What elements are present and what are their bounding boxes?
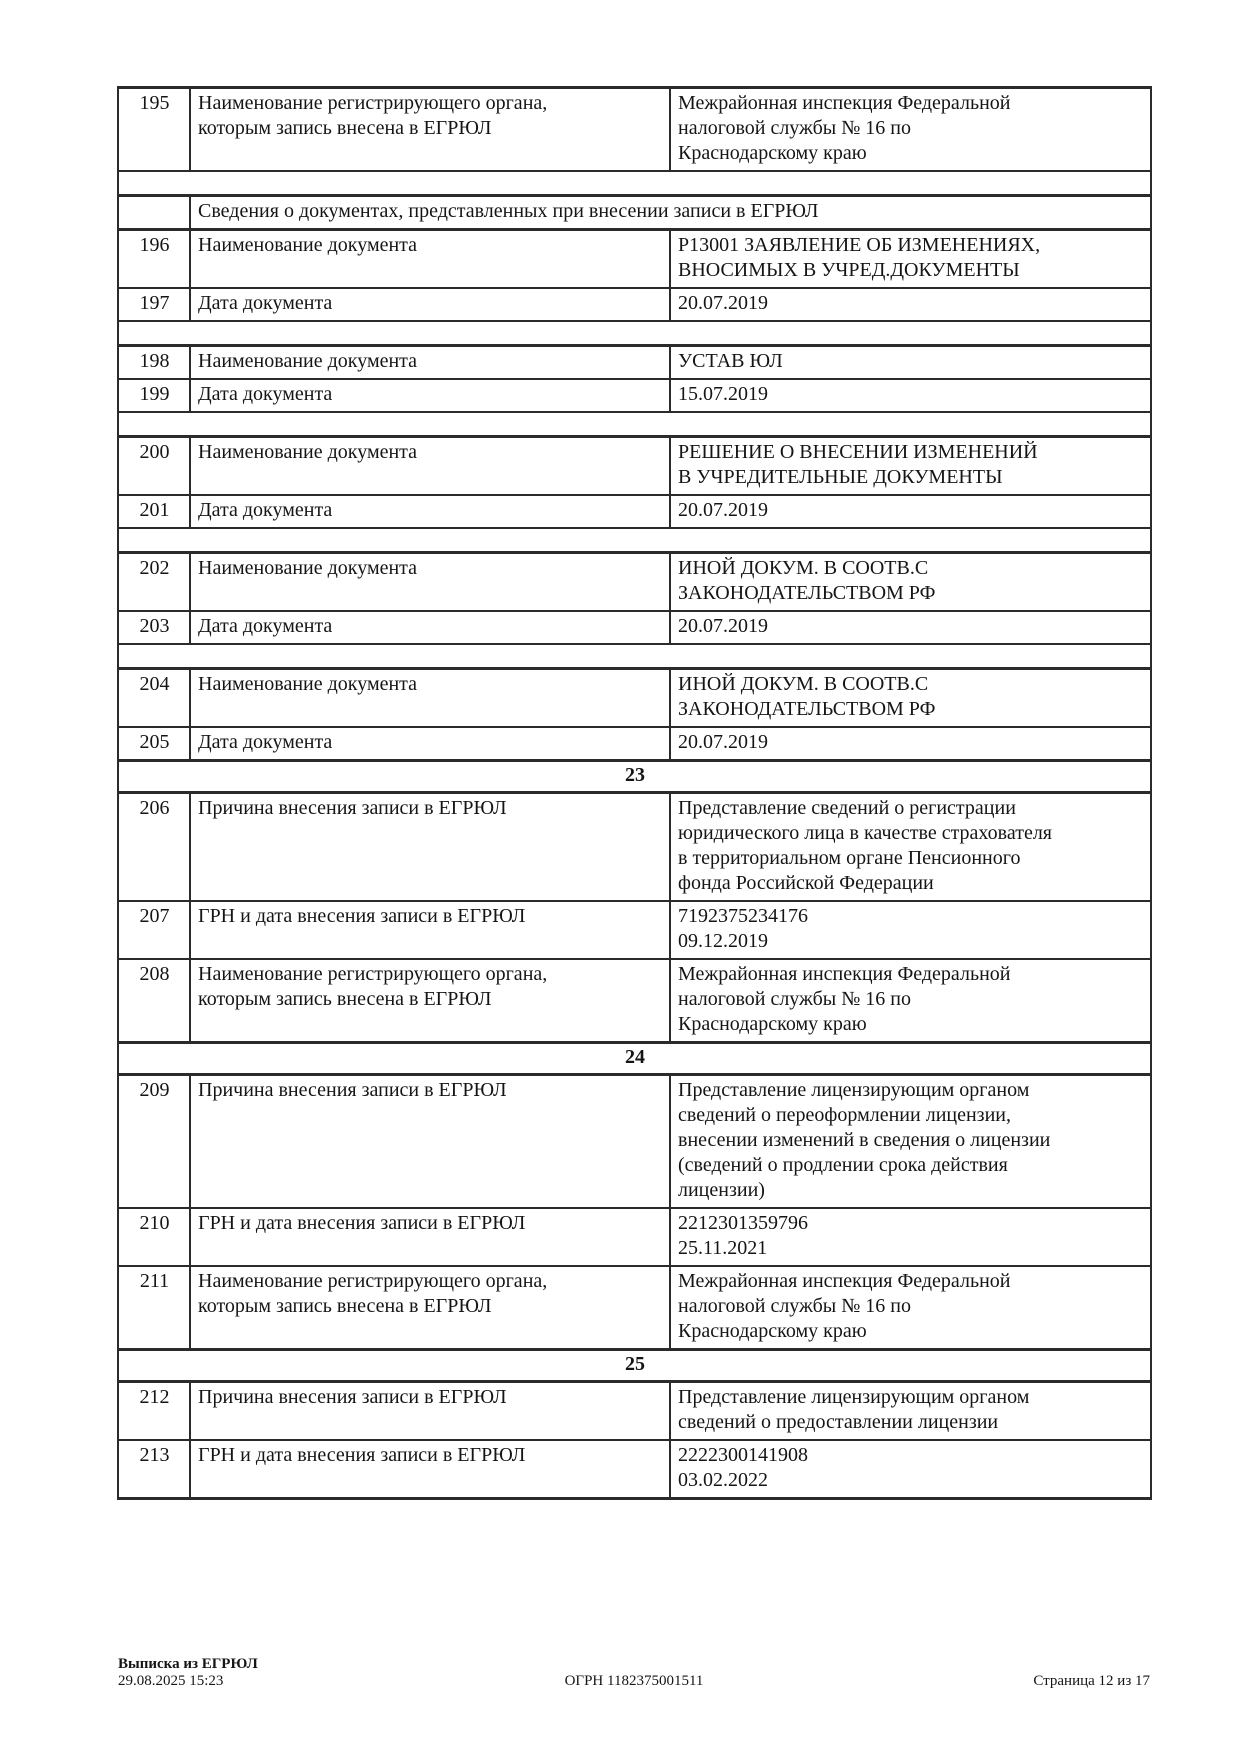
spacer-cell <box>118 528 1151 553</box>
record-value <box>670 346 1151 380</box>
footer-document-type: Выписка из ЕГРЮЛ <box>118 1656 258 1672</box>
cell-text-line: которым запись внесена в ЕГРЮЛ <box>198 988 492 1010</box>
spacer-row <box>118 644 1151 669</box>
record-number: 209 <box>118 1075 190 1209</box>
cell-text-line: лицензии) <box>678 1179 765 1201</box>
subheader-empty-number-cell <box>118 196 190 230</box>
cell-text-line: Межрайонная инспекция Федеральной <box>678 963 1011 985</box>
record-value <box>670 288 1151 321</box>
record-row-210 <box>118 1208 1151 1266</box>
cell-text-line: ИНОЙ ДОКУМ. В СООТВ.С <box>678 557 929 579</box>
cell-text-line: УСТАВ ЮЛ <box>678 350 783 372</box>
record-label <box>190 1266 670 1350</box>
cell-text-line: РЕШЕНИЕ О ВНЕСЕНИИ ИЗМЕНЕНИЙ <box>678 441 1038 463</box>
record-row-206 <box>118 793 1151 902</box>
cell-text-line: Причина внесения записи в ЕГРЮЛ <box>198 1079 507 1101</box>
spacer-cell <box>118 412 1151 437</box>
cell-text-line: Краснодарскому краю <box>678 1320 867 1342</box>
cell-text-line: Наименование документа <box>198 350 418 372</box>
cell-text-line: Дата документа <box>198 615 333 637</box>
subheader-text: Сведения о документах, представленных при внесении записи в ЕГРЮЛ <box>190 196 1151 230</box>
record-value <box>670 793 1151 902</box>
record-number: 205 <box>118 727 190 761</box>
spacer-row <box>118 528 1151 553</box>
record-label <box>190 669 670 728</box>
record-number: 207 <box>118 901 190 959</box>
record-row-209 <box>118 1075 1151 1209</box>
cell-text-line: Наименование регистрирующего органа, <box>198 92 548 114</box>
record-row-201 <box>118 495 1151 528</box>
record-value <box>670 611 1151 644</box>
record-row-198 <box>118 346 1151 380</box>
cell-text-line: 20.07.2019 <box>678 731 768 753</box>
cell-text-line: сведений о предоставлении лицензии <box>678 1411 999 1433</box>
cell-text-line: Наименование документа <box>198 557 418 579</box>
spacer-row <box>118 321 1151 346</box>
record-row-195 <box>118 88 1151 172</box>
spacer-cell <box>118 644 1151 669</box>
cell-text-line: (сведений о продлении срока действия <box>678 1154 1008 1176</box>
record-label <box>190 901 670 959</box>
cell-text-line: ЗАКОНОДАТЕЛЬСТВОМ РФ <box>678 582 936 604</box>
record-value <box>670 901 1151 959</box>
cell-text-line: Наименование регистрирующего органа, <box>198 1270 548 1292</box>
record-value <box>670 379 1151 412</box>
cell-text-line: сведений о переоформлении лицензии, <box>678 1104 1011 1126</box>
cell-text-line: Краснодарскому краю <box>678 1013 867 1035</box>
footer-generated-datetime: 29.08.2025 15:23 <box>118 1673 224 1689</box>
record-label <box>190 959 670 1043</box>
record-label <box>190 495 670 528</box>
cell-text-line: Наименование документа <box>198 673 418 695</box>
cell-text-line: Представление лицензирующим органом <box>678 1386 1030 1408</box>
record-number: 202 <box>118 553 190 612</box>
record-number: 206 <box>118 793 190 902</box>
cell-text-line: 2222300141908 <box>678 1444 808 1466</box>
record-number: 211 <box>118 1266 190 1350</box>
cell-text-line: Межрайонная инспекция Федеральной <box>678 1270 1011 1292</box>
record-label <box>190 793 670 902</box>
cell-text-line: ГРН и дата внесения записи в ЕГРЮЛ <box>198 905 526 927</box>
record-label <box>190 88 670 172</box>
record-number: 208 <box>118 959 190 1043</box>
record-label <box>190 346 670 380</box>
record-number: 201 <box>118 495 190 528</box>
cell-text-line: Дата документа <box>198 292 333 314</box>
section-number: 23 <box>118 761 1151 793</box>
record-number: 196 <box>118 230 190 289</box>
spacer-cell <box>118 171 1151 196</box>
record-number: 195 <box>118 88 190 172</box>
section-number-row <box>118 1043 1151 1075</box>
cell-text-line: Дата документа <box>198 383 333 405</box>
cell-text-line: В УЧРЕДИТЕЛЬНЫЕ ДОКУМЕНТЫ <box>678 466 1003 488</box>
cell-text-line: внесении изменений в сведения о лицензии <box>678 1129 1051 1151</box>
record-label <box>190 1382 670 1441</box>
record-row-204 <box>118 669 1151 728</box>
record-number: 198 <box>118 346 190 380</box>
record-value <box>670 1382 1151 1441</box>
record-value <box>670 495 1151 528</box>
record-row-196 <box>118 230 1151 289</box>
cell-text-line: ЗАКОНОДАТЕЛЬСТВОМ РФ <box>678 698 936 720</box>
record-label <box>190 230 670 289</box>
cell-text-line: Причина внесения записи в ЕГРЮЛ <box>198 797 507 819</box>
record-label <box>190 553 670 612</box>
footer-ogrn: ОГРН 1182375001511 <box>564 1673 704 1689</box>
record-value <box>670 1440 1151 1499</box>
record-row-197 <box>118 288 1151 321</box>
cell-text-line: которым запись внесена в ЕГРЮЛ <box>198 1295 492 1317</box>
section-number: 24 <box>118 1043 1151 1075</box>
record-label <box>190 727 670 761</box>
cell-text-line: Дата документа <box>198 499 333 521</box>
cell-text-line: налоговой службы № 16 по <box>678 117 911 139</box>
cell-text-line: Представление сведений о регистрации <box>678 797 1016 819</box>
footer-page-number: Страница 12 из 17 <box>1033 1673 1150 1689</box>
cell-text-line: которым запись внесена в ЕГРЮЛ <box>198 117 492 139</box>
egrul-table-body <box>118 88 1151 1499</box>
cell-text-line: Наименование регистрирующего органа, <box>198 963 548 985</box>
egrul-records-table <box>117 86 1152 1500</box>
record-number: 203 <box>118 611 190 644</box>
record-row-213 <box>118 1440 1151 1499</box>
record-number: 210 <box>118 1208 190 1266</box>
cell-text-line: 25.11.2021 <box>678 1237 768 1259</box>
record-value <box>670 1266 1151 1350</box>
record-number: 197 <box>118 288 190 321</box>
cell-text-line: Наименование документа <box>198 441 418 463</box>
record-row-202 <box>118 553 1151 612</box>
record-value <box>670 669 1151 728</box>
cell-text-line: ГРН и дата внесения записи в ЕГРЮЛ <box>198 1444 526 1466</box>
record-row-200 <box>118 437 1151 496</box>
cell-text-line: Представление лицензирующим органом <box>678 1079 1030 1101</box>
record-label <box>190 288 670 321</box>
record-label <box>190 437 670 496</box>
cell-text-line: ГРН и дата внесения записи в ЕГРЮЛ <box>198 1212 526 1234</box>
record-number: 204 <box>118 669 190 728</box>
cell-text-line: фонда Российской Федерации <box>678 872 934 894</box>
record-row-207 <box>118 901 1151 959</box>
record-row-203 <box>118 611 1151 644</box>
cell-text-line: 15.07.2019 <box>678 383 768 405</box>
record-number: 213 <box>118 1440 190 1499</box>
record-value <box>670 230 1151 289</box>
cell-text-line: в территориальном органе Пенсионного <box>678 847 1021 869</box>
cell-text-line: Дата документа <box>198 731 333 753</box>
cell-text-line: налоговой службы № 16 по <box>678 1295 911 1317</box>
spacer-cell <box>118 321 1151 346</box>
cell-text-line: 03.02.2022 <box>678 1469 768 1491</box>
record-value <box>670 1208 1151 1266</box>
cell-text-line: ИНОЙ ДОКУМ. В СООТВ.С <box>678 673 929 695</box>
record-label <box>190 611 670 644</box>
cell-text-line: ВНОСИМЫХ В УЧРЕД.ДОКУМЕНТЫ <box>678 259 1020 281</box>
record-label <box>190 1440 670 1499</box>
cell-text-line: Причина внесения записи в ЕГРЮЛ <box>198 1386 507 1408</box>
cell-text-line: 20.07.2019 <box>678 292 768 314</box>
record-value <box>670 88 1151 172</box>
record-label <box>190 379 670 412</box>
record-value <box>670 1075 1151 1209</box>
record-number: 199 <box>118 379 190 412</box>
spacer-row <box>118 171 1151 196</box>
record-row-205 <box>118 727 1151 761</box>
cell-text-line: Краснодарскому краю <box>678 142 867 164</box>
cell-text-line: 20.07.2019 <box>678 499 768 521</box>
subheader-row <box>118 196 1151 230</box>
record-value <box>670 727 1151 761</box>
record-label <box>190 1075 670 1209</box>
section-number-row <box>118 761 1151 793</box>
record-label <box>190 1208 670 1266</box>
cell-text-line: 09.12.2019 <box>678 930 768 952</box>
record-number: 212 <box>118 1382 190 1441</box>
record-row-199 <box>118 379 1151 412</box>
cell-text-line: 20.07.2019 <box>678 615 768 637</box>
record-value <box>670 959 1151 1043</box>
cell-text-line: налоговой службы № 16 по <box>678 988 911 1010</box>
record-value <box>670 553 1151 612</box>
spacer-row <box>118 412 1151 437</box>
section-number: 25 <box>118 1350 1151 1382</box>
cell-text-line: 2212301359796 <box>678 1212 808 1234</box>
section-number-row <box>118 1350 1151 1382</box>
record-row-212 <box>118 1382 1151 1441</box>
record-row-211 <box>118 1266 1151 1350</box>
cell-text-line: Наименование документа <box>198 234 418 256</box>
cell-text-line: 7192375234176 <box>678 905 808 927</box>
cell-text-line: юридического лица в качестве страхователя <box>678 822 1053 844</box>
record-value <box>670 437 1151 496</box>
record-number: 200 <box>118 437 190 496</box>
cell-text-line: Р13001 ЗАЯВЛЕНИЕ ОБ ИЗМЕНЕНИЯХ, <box>678 234 1041 256</box>
record-row-208 <box>118 959 1151 1043</box>
cell-text-line: Межрайонная инспекция Федеральной <box>678 92 1011 114</box>
